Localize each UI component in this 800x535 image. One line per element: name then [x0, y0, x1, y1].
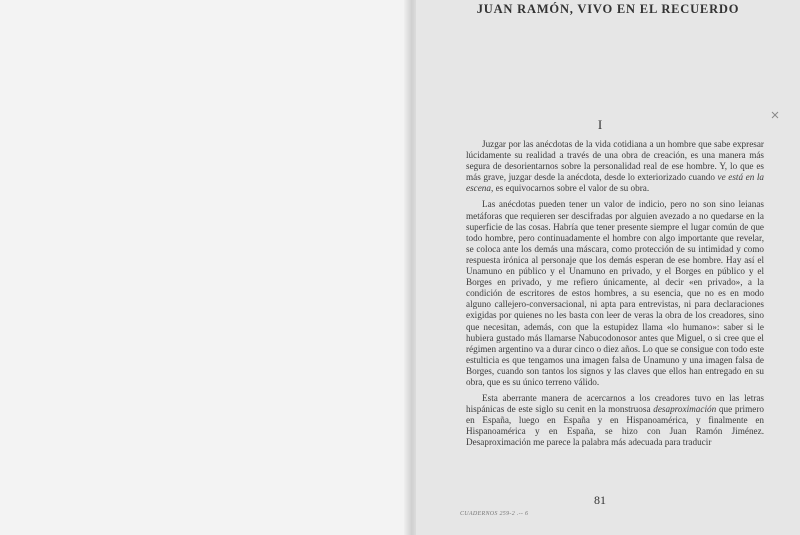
- margin-mark-icon: [770, 110, 780, 120]
- italic-phrase: desaproximación: [653, 404, 717, 415]
- paragraph-text: Juzgar por las anécdotas de la vida cotidiana a un hombre que sabe expresar lúcidamente su realidad a través de una obra de creación, es una manera más segura de desorientarnos sobre la personalidad real de ese hombre. Y, lo que es más grave, juzgar desde la anécdota, desde lo exteriorizado cuando: [466, 139, 764, 183]
- paragraph: [466, 139, 764, 194]
- paragraph-text: , es equivocarnos sobre el valor de su obra.: [491, 183, 650, 194]
- page-number: 81: [594, 493, 606, 507]
- paragraph-text: Las anécdotas pueden tener un valor de indicio, pero no son sino leianas metáforas que requieren ser descifradas por alguien avezado a no quedarse en la superficie de las cosas. Habría que tener presente siempre el lugar común de que todo hombre, pero continuadamente el hombre con algo importante que revelar, se coloca ante los demás una máscara, como protección de su intimidad y como respuesta irónica al personaje que los demás esperan de ese hombre. Hay así el Unamuno en público y el Unamuno en privado, y el Borges en público y el Borges en privado, y me refiero únicamente, al decir «en privado», a la condición de escritores de estos hombres, a su esencia, que no es en modo alguno callejero-conversacional, ni apta para entrevistas, ni para declaraciones exigidas por quienes no les basta con leer de veras la obra de los creadores, sino que necesitan, además, con que la estupidez llama «lo humano»: saber si le hubiera gustado más llamarse Nabucodonosor antes que Miguel, o si cree que el régimen argentino va a durar cinco o diez años. Lo que se consigue con todo este estulticia es que tengamos una imagen falsa de Unamuno y una imagen falsa de Borges, cuando son tantos los signos y las claves que ellos han entregado en su obra, que es su único terreno válido.: [466, 199, 764, 387]
- paragraph-text: que primero en España, luego en España y en Hispanoamérica, y finalmente en Hispanoamérica y en España, se hizo con Juan Ramón Jiménez. Desaproximación me parece la palabra más adecuada para traducir: [466, 404, 764, 448]
- italic-phrase: ve está en la escena: [466, 172, 764, 194]
- footer-note: CUADERNOS 259-2 .-- 6: [460, 511, 529, 517]
- section-number: I: [597, 117, 603, 132]
- running-header: JUAN RAMÓN, VIVO EN EL RECUERDO: [476, 2, 740, 16]
- body-text: [466, 139, 764, 454]
- paragraph: [466, 393, 764, 448]
- paragraph: [466, 199, 764, 388]
- paragraph-text: Esta aberrante manera de acercarnos a los creadores tuvo en las letras hispánicas de este siglo su cenit en la monstruosa: [466, 393, 764, 415]
